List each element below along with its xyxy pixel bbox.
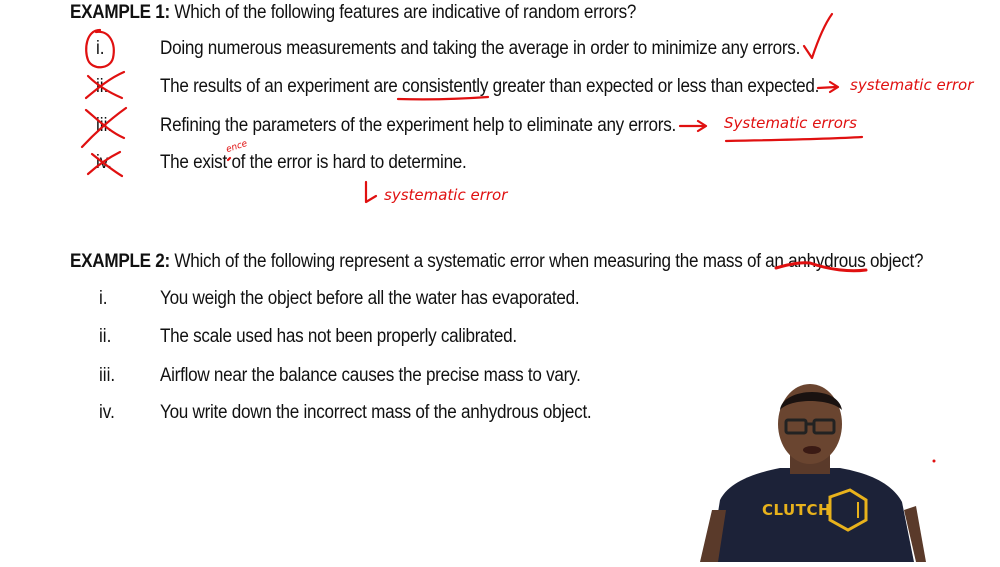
ex1-option-4-number: iv. — [96, 152, 112, 173]
hook-arrow-icon — [366, 182, 376, 202]
ex2-option-2-text: The scale used has not been properly calibrated. — [160, 326, 517, 347]
handwritten-annotation-systematic-error-2: systematic error — [384, 186, 508, 204]
arrow-icon — [818, 87, 836, 88]
example-2-question-text: Which of the following represent a systematic error when measuring the mass of an anhydrous object? — [174, 251, 924, 272]
ex2-option-2-number: ii. — [99, 326, 112, 347]
handwritten-annotation-systematic-errors: Systematic errors — [724, 114, 857, 132]
ex1-option-3-number: iii. — [96, 115, 113, 136]
ex2-option-4-text: You write down the incorrect mass of the anhydrous object. — [160, 402, 592, 423]
handwritten-annotation-systematic-error-1: systematic error — [850, 76, 974, 94]
handwritten-insertion-ence: ence — [224, 138, 249, 156]
ex1-option-4-text-before: The exist — [160, 152, 227, 173]
ex1-option-2-number: ii. — [96, 76, 109, 97]
underline-systematic-errors — [726, 137, 862, 141]
example-1-label: EXAMPLE 1: — [70, 2, 170, 23]
ex2-option-1-number: i. — [99, 288, 108, 309]
ex1-option-1-text: Doing numerous measurements and taking the average in order to minimize any errors. — [160, 38, 801, 59]
ex1-option-1-number: i. — [96, 38, 105, 59]
ex1-option-3-text: Refining the parameters of the experiment help to eliminate any errors. — [160, 115, 676, 136]
ex2-option-3-number: iii. — [99, 365, 116, 386]
example-2-question — [70, 251, 923, 273]
ex2-option-4-number: iv. — [99, 402, 115, 423]
example-2-label: EXAMPLE 2: — [70, 251, 170, 272]
ex1-option-4-text-after: of the error is hard to determine. — [231, 152, 467, 173]
ex2-option-3-text: Airflow near the balance causes the precise mass to vary. — [160, 365, 581, 386]
presenter-figure — [690, 380, 930, 562]
presenter-video — [690, 380, 930, 562]
ex1-option-2-text: The results of an experiment are consistently greater than expected or less than expected. — [160, 76, 820, 97]
shirt-logo-text: CLUTCH — [762, 501, 832, 519]
ex1-option-4-text — [160, 152, 467, 174]
example-1-question-text: Which of the following features are indicative of random errors? — [174, 2, 637, 23]
checkmark-icon — [804, 14, 832, 58]
ex2-option-1-text: You weigh the object before all the water has evaporated. — [160, 288, 580, 309]
example-1-question — [70, 2, 636, 24]
